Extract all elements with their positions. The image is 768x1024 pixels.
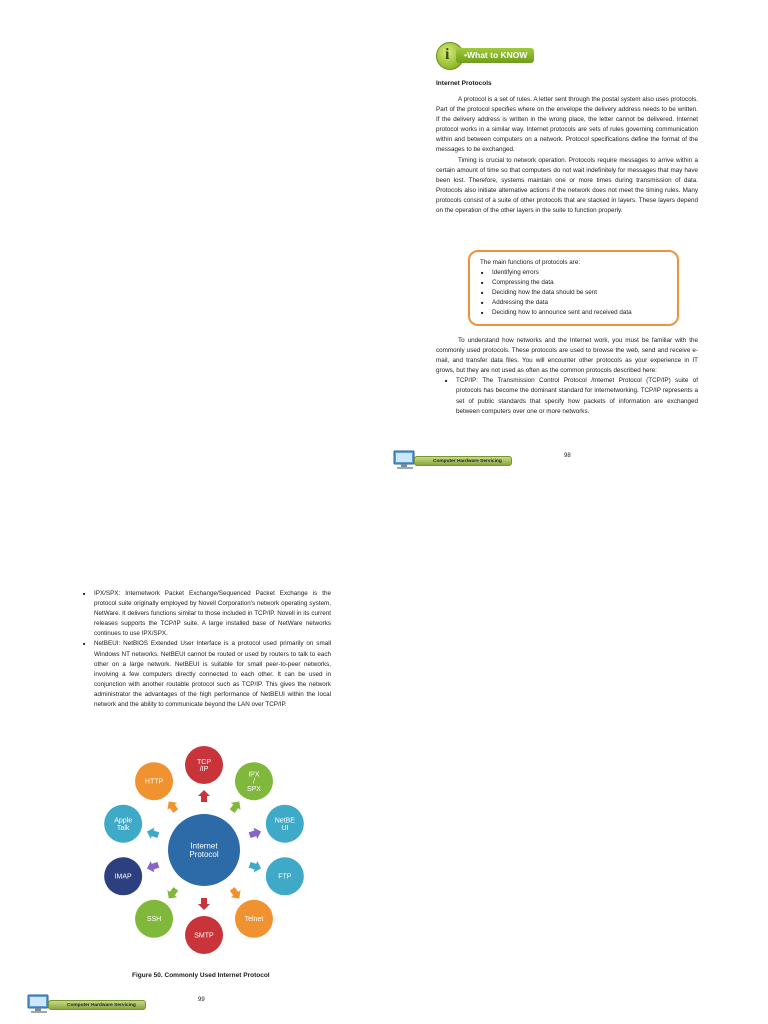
figure-caption: Figure 50. Commonly Used Internet Protocol: [132, 972, 270, 979]
box-title: The main functions of protocols are:: [480, 259, 581, 266]
list-item: ■ IPX/SPX: Internetwork Packet Exchange/Sequenced Packet Exchange is the protocol suite originally employed by Novell Corporation's network operating system, NetWare. It delivers functions similar to those included in TCP/IP. Novell in its current releases supports the TCP/IP suite. A large installed base of NetWare networks continues to use IPX/SPX.: [82, 589, 331, 639]
list-item: ■ Compressing the data: [480, 278, 667, 288]
footer-label: Computer Hardware Servicing: [48, 1000, 146, 1010]
list-item: ■ Deciding how the data should be sent: [480, 288, 667, 298]
page1-intro: [436, 95, 698, 216]
paragraph: A protocol is a set of rules. A letter sent through the postal system also uses protocols. Part of the protocol specifies where on the envelope the delivery address needs to be written. If the delivery address is written in the wrong place, the letter cannot be delivered. Internet protocol works in a similar way. Internet protocols are sets of rules governing communication within and between computers on a network. Protocol specifications define the format of the messages to be exchanged.: [436, 96, 698, 154]
arrow-icon: [198, 790, 210, 802]
page2-footer: [26, 994, 156, 1016]
arrow-icon: [145, 826, 160, 841]
arrow-icon: [164, 798, 181, 815]
list-item: ■ TCP/IP: The Transmission Control Protocol /Internet Protocol (TCP/IP) suite of protocols has become the dominant standard for internetworking. TCP/IP represents a set of public standards that specify how packets of information are exchanged between computers over one or more networks.: [444, 376, 698, 416]
protocol-node-label: IPX / SPX: [246, 771, 261, 794]
arrow-icon: [248, 826, 263, 841]
functions-box: [468, 250, 679, 326]
list-item: ■ NetBEUI: NetBIOS Extended User Interface is a protocol used primarily on small Windows NT networks. NetBEUI cannot be routed or used by routers to talk to each other on a large network. NetBEUI is suitable for small peer-to-peer networks, involving a few computers directly connected to each other. It can be used in conjunction with another routable protocol such as TCP/IP. This gives the network administrator the advantages of the high performance of NetBEUI within the local network and the ability to communicate beyond the LAN over TCP/IP.: [82, 639, 331, 710]
protocol-node-label: Telnet: [244, 916, 264, 924]
arrow-icon: [198, 898, 210, 910]
center-node-label: Internet Protocol: [189, 841, 219, 859]
badge-label: •What to KNOW: [456, 48, 534, 63]
protocol-node-label: FTP: [278, 873, 292, 881]
protocol-list: [82, 589, 331, 710]
arrow-icon: [227, 798, 244, 815]
protocol-node-label: SSH: [146, 916, 162, 924]
page1-footer: [392, 450, 522, 472]
arrow-icon: [164, 885, 181, 902]
arrow-icon: [248, 859, 263, 874]
paragraph: To understand how networks and the Internet work, you must be familiar with the commonly used protocols. These protocols are used to browse the web, send and receive e-mail, and transfer data files. You will encounter other protocols as your experience in IT grows, but they are not used as often as the common protocols described here:: [436, 337, 698, 375]
arrow-icon: [145, 859, 160, 874]
protocol-node-label: IMAP: [114, 873, 132, 881]
what-to-know-badge: •What to KNOW i: [436, 42, 536, 70]
list-item: ■ Identifying errors: [480, 268, 667, 278]
functions-list: [480, 268, 667, 318]
page2-text: [82, 589, 331, 710]
protocol-diagram: [100, 740, 310, 965]
protocol-node-label: HTTP: [144, 778, 164, 786]
paragraph: Timing is crucial to network operation. Protocols require messages to arrive within a certain amount of time so that computers do not wait indefinitely for messages that may have been lost. Therefore, systems maintain one or more times during transmission of data. Protocols also initiate alternative actions if the network does not meet the timing rules. Many protocols consist of a suite of other protocols that are stacked in layers. These layers depend on the operation of the other layers in the suite to function properly.: [436, 156, 698, 215]
protocol-list: [444, 376, 698, 416]
section-title: Internet Protocols: [436, 80, 492, 87]
list-item: ■ Deciding how to announce sent and received data: [480, 308, 667, 318]
protocol-node-label: TCP /IP: [197, 758, 211, 774]
arrow-icon: [227, 885, 244, 902]
page1-protocols: [436, 336, 698, 417]
protocol-node-label: NetBE UI: [274, 817, 295, 832]
footer-label: Computer Hardware Servicing: [414, 456, 512, 466]
protocol-node-label: SMTP: [194, 932, 214, 940]
page-number: 99: [198, 997, 205, 1003]
protocol-node-label: Apple Talk: [114, 817, 133, 832]
page-number: 98: [564, 453, 571, 459]
list-item: ■ Addressing the data: [480, 298, 667, 308]
